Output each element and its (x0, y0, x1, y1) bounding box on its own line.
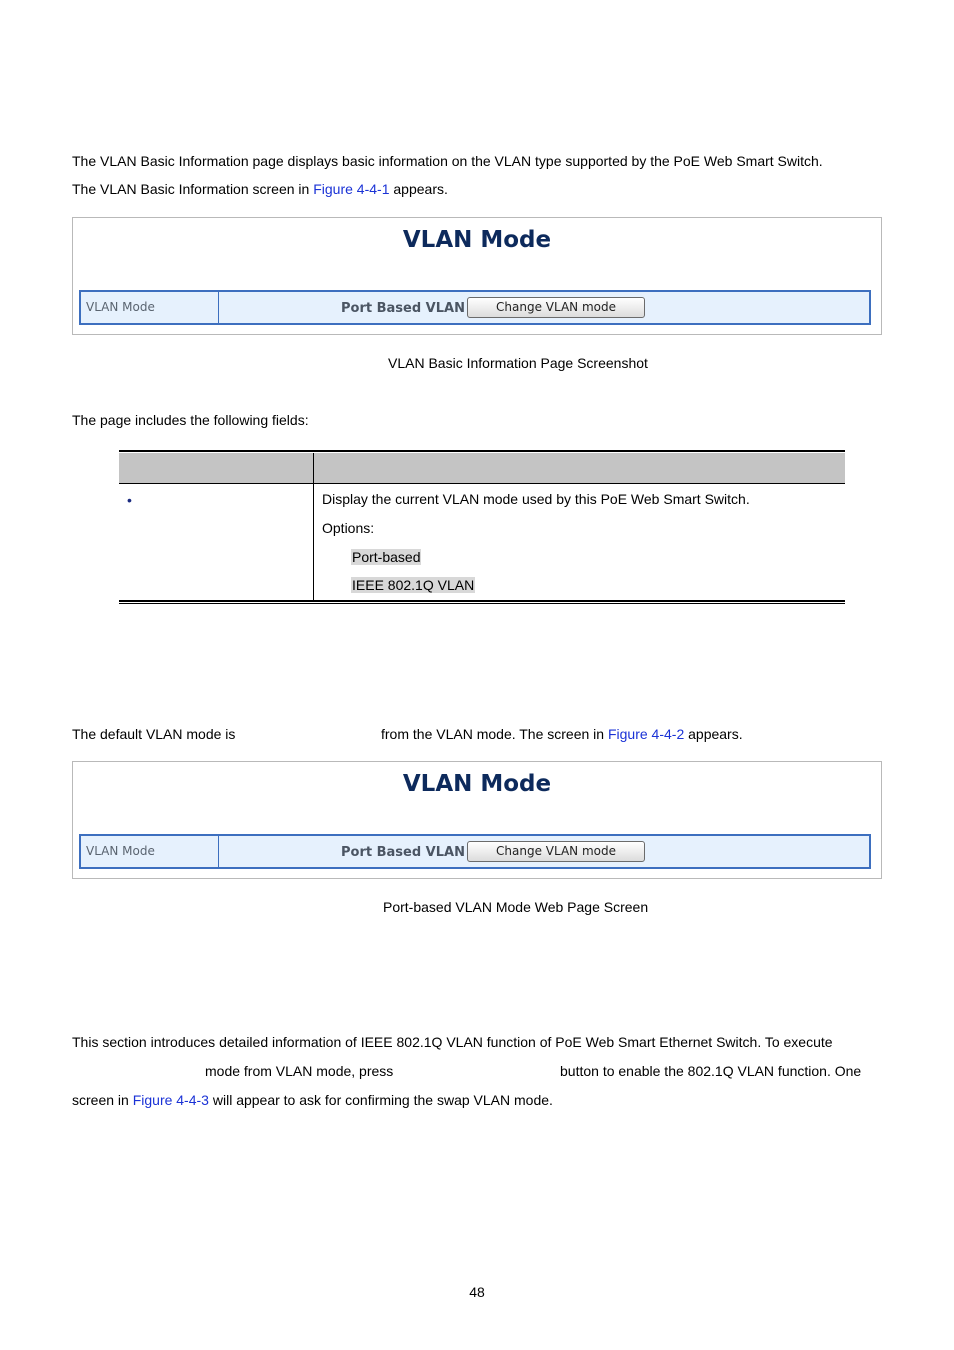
fields-intro: The page includes the following fields: (72, 412, 309, 428)
figure-2-vlan-mode-row (79, 834, 871, 869)
vlan-mode-figure-2 (72, 761, 882, 879)
section-line-3-text: screen in (72, 1092, 133, 1108)
table-option-port-based: Port-based (352, 549, 421, 565)
intro-line-2-text: The VLAN Basic Information screen in (72, 181, 314, 197)
default-mode-mid: from the VLAN mode. The screen in (381, 726, 608, 742)
intro-line-2-tail: appears. (389, 181, 448, 197)
figure-4-4-3-link[interactable]: Figure 4-4-3 (132, 1092, 209, 1108)
figure-1-change-vlan-mode-button[interactable]: Change VLAN mode (467, 297, 645, 318)
table-description: Display the current VLAN mode used by this PoE Web Smart Switch. (322, 491, 750, 507)
table-bottom-rule (119, 600, 845, 602)
figure-1-row-label: VLAN Mode (81, 292, 219, 323)
figure-2-caption: Port-based VLAN Mode Web Page Screen (383, 899, 649, 915)
intro-line-2 (72, 181, 448, 198)
figure-1-caption: VLAN Basic Information Page Screenshot (388, 355, 648, 371)
table-option-ieee-8021q: IEEE 802.1Q VLAN (352, 577, 475, 593)
intro-line-1: The VLAN Basic Information page displays basic information on the VLAN type supported by the PoE Web Smart Switch. (72, 153, 823, 169)
default-mode-text: The default VLAN mode is (72, 726, 236, 742)
figure-4-4-2-link[interactable]: Figure 4-4-2 (607, 726, 685, 742)
section-line-3-tail: will appear to ask for confirming the swap VLAN mode. (208, 1092, 553, 1108)
section-line-2a: mode from VLAN mode, press (205, 1063, 394, 1079)
figure-2-row-label: VLAN Mode (81, 836, 219, 867)
vlan-mode-figure-1 (72, 217, 882, 335)
table-options-label: Options: (322, 520, 375, 536)
figure-1-vlan-mode-row (79, 290, 871, 325)
section-line-3 (72, 1092, 553, 1109)
table-column-divider (313, 453, 314, 600)
fields-table (119, 450, 845, 604)
figure-2-current-mode: Port Based VLAN (341, 845, 465, 860)
figure-2-title: VLAN Mode (402, 771, 552, 797)
default-mode-tail: appears. (684, 726, 743, 742)
section-line-2b: button to enable the 802.1Q VLAN function. One (560, 1063, 862, 1079)
figure-1-title: VLAN Mode (402, 227, 552, 253)
page-number: 48 (469, 1284, 485, 1300)
default-mode-line (381, 726, 743, 743)
table-bottom-rule-thin (119, 603, 845, 604)
figure-4-4-1-link[interactable]: Figure 4-4-1 (313, 181, 390, 197)
table-header-row (119, 453, 845, 484)
table-top-rule (119, 450, 845, 452)
figure-1-current-mode: Port Based VLAN (341, 301, 465, 316)
table-bullet: • (127, 492, 132, 508)
section-line-1: This section introduces detailed information of IEEE 802.1Q VLAN function of PoE Web Smart Ethernet Switch. To execute (72, 1034, 833, 1050)
figure-2-change-vlan-mode-button[interactable]: Change VLAN mode (467, 841, 645, 862)
